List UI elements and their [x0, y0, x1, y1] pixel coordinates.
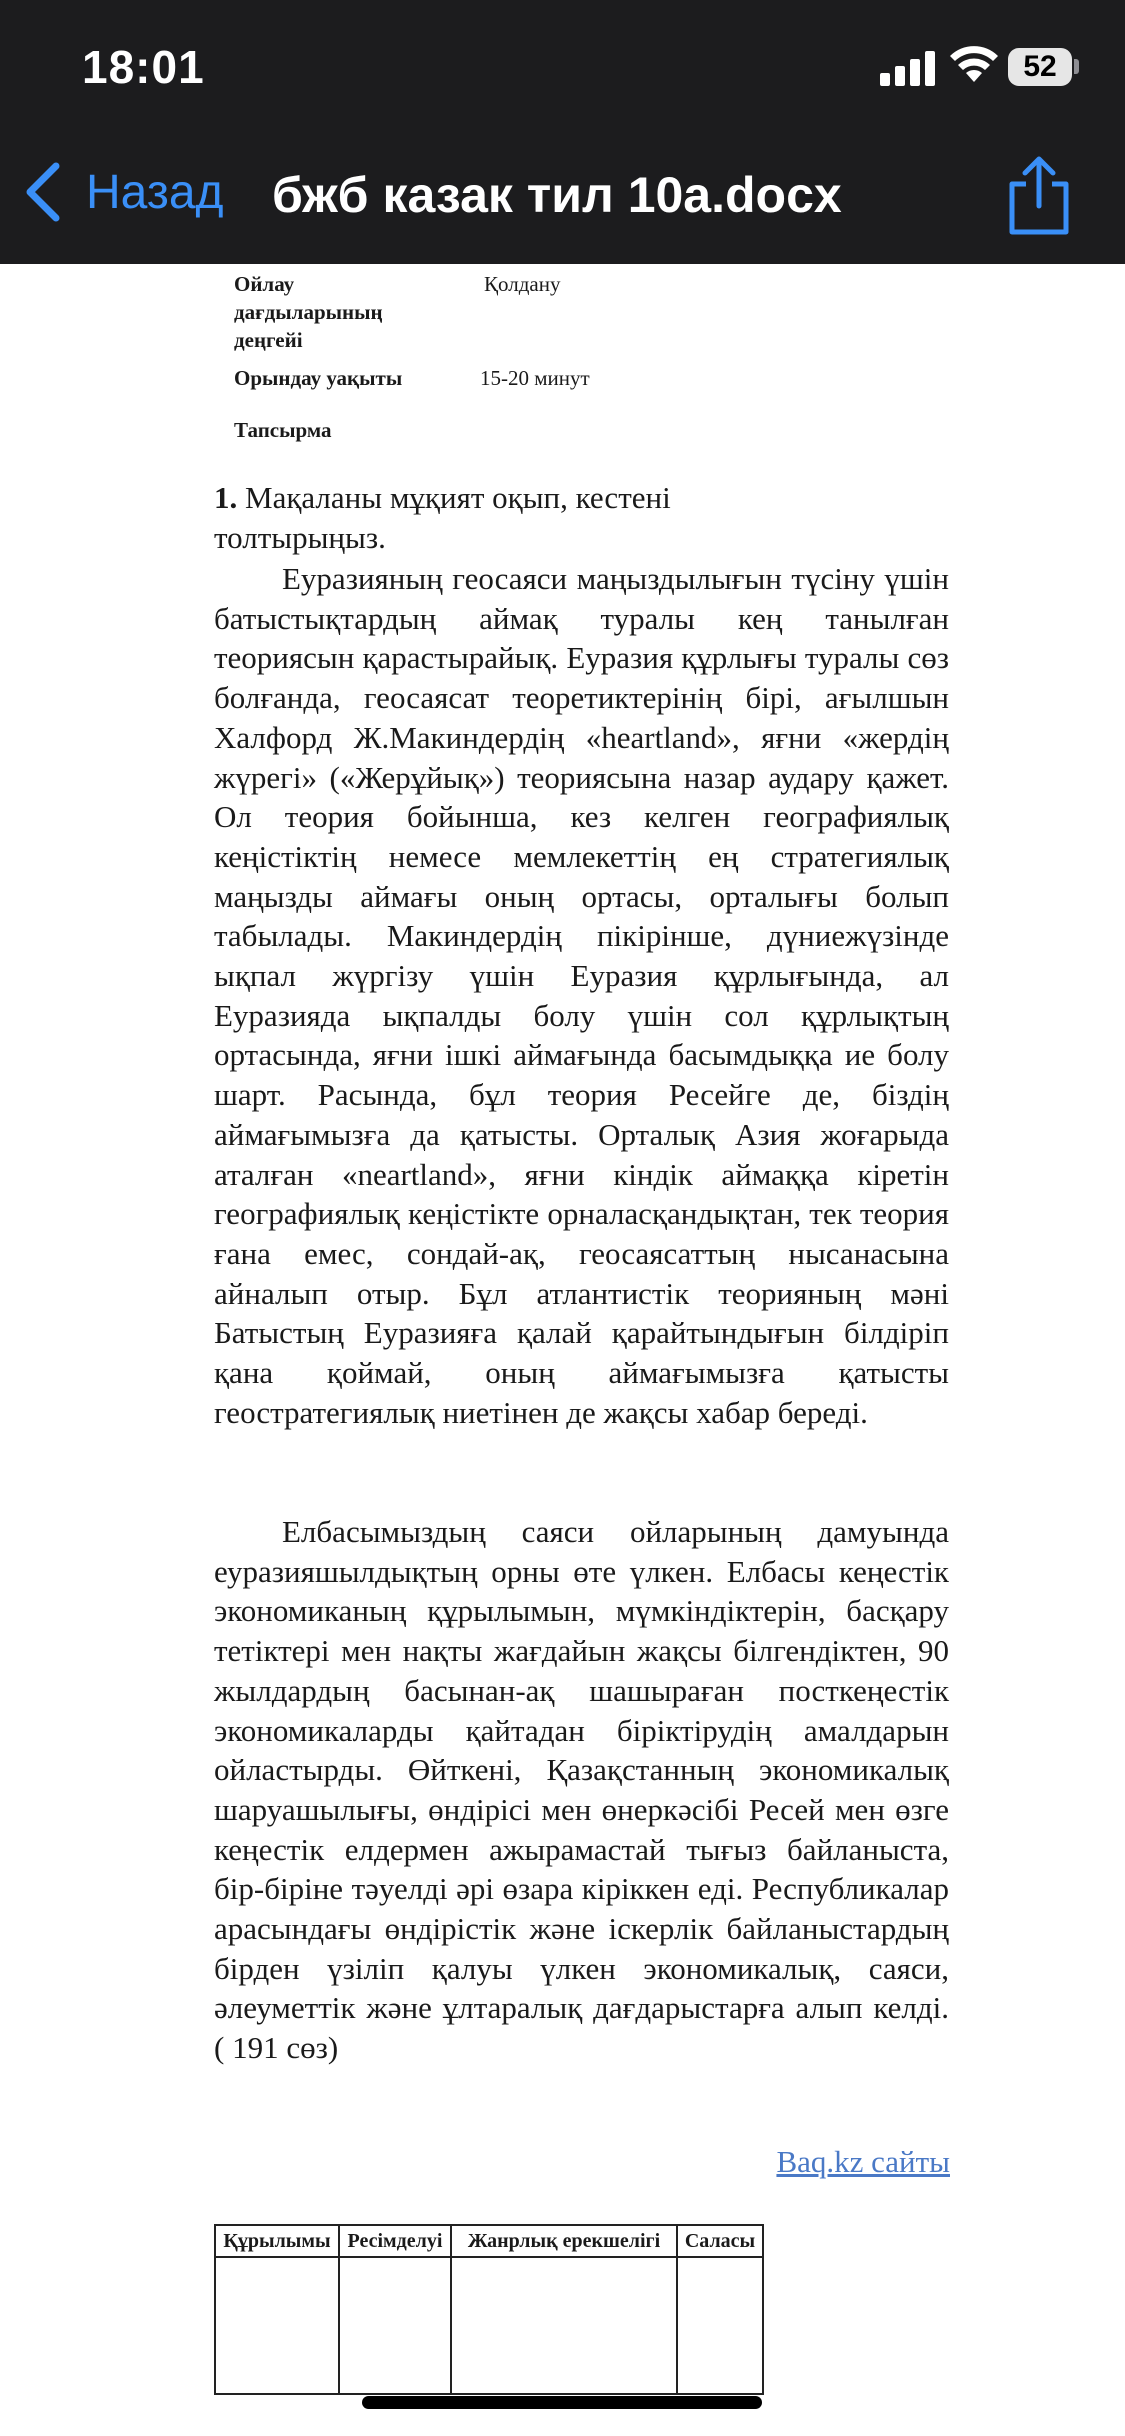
battery-icon — [1008, 48, 1072, 86]
battery-level: 52 — [1023, 50, 1057, 83]
table-header-row — [215, 2225, 763, 2257]
top-bar — [0, 0, 1125, 264]
cellular-signal-icon — [880, 50, 936, 86]
info-value: 15-20 минут — [480, 366, 590, 390]
info-label: Орындау уақыты — [234, 366, 403, 390]
task-text: Мақаланы мұқият оқып, кестені толтырыңыз. — [214, 480, 671, 555]
status-time: 18:01 — [82, 41, 205, 93]
answer-table — [214, 2224, 764, 2395]
table-cell — [215, 2257, 339, 2394]
back-label: Назад — [86, 165, 224, 219]
table-cell — [339, 2257, 451, 2394]
battery-tip — [1074, 59, 1079, 74]
document-title: бжб казак тил 10а.docx — [272, 167, 842, 223]
info-row-duration — [234, 364, 402, 392]
table-header-cell: Жанрлық ерекшелігі — [451, 2225, 677, 2257]
chevron-left-icon — [22, 160, 64, 224]
table-cell — [677, 2257, 763, 2394]
share-icon[interactable] — [1004, 154, 1074, 238]
table-cell — [451, 2257, 677, 2394]
info-row-thinking-level — [234, 270, 414, 354]
task-heading — [214, 478, 754, 558]
table-row — [215, 2257, 763, 2394]
source-link[interactable]: Baq.kz сайты — [776, 2144, 950, 2179]
info-label: Ойлау дағдыларының деңгейі — [234, 272, 383, 352]
document-viewer[interactable] — [0, 264, 1125, 2436]
table-header-cell: Саласы — [677, 2225, 763, 2257]
wifi-icon — [950, 44, 998, 84]
info-value: Қолдану — [484, 272, 561, 296]
info-row-task — [234, 416, 332, 444]
back-button[interactable] — [22, 160, 224, 224]
table-header-cell: Құрылымы — [215, 2225, 339, 2257]
table-header-cell: Ресімделуі — [339, 2225, 451, 2257]
article-paragraph-1: Еуразияның геосаяси маңыздылығын түсіну үшін батыстықтардың аймақ туралы кең танылған теориясын қарастырайық. Еуразия құрлығы туралы сөз болғанда, геосаясат теоретиктерінің бірі, ағылшын Халфорд Ж.Макиндердің «heartland», яғни «жердің жүрегі» («Жерұйық») теориясына назар аудару қажет. Ол теория бойынша, кез келген географиялық кеңістіктің немесе мемлекеттің ең стратегиялық маңызды аймағы оның ортасы, орталығы болып табылады. Макиндердің пікірінше, дүниежүзінде ықпал жүргізу үшін Еуразия құрлығында, ал Еуразияда ықпалды болу үшін сол құрлықтың ортасында, яғни ішкі аймағында басымдыққа ие болу шарт. Расында, бұл теория Ресейге де, біздің аймағымызға да қатысты. Орталық Азия жоғарыда аталған «neartland», яғни кіндік аймаққа кіретін географиялық кеңістікте орналасқандықтан, тек теория ғана емес, сондай-ақ, геосаясаттың нысанасына айналып отыр. Бұл атлантистік теорияның мәні Батыстың Еуразияға қалай қарайтындығын білдіріп қана қоймай, оның аймағымызға қатысты геостратегиялық ниетінен де жақсы хабар береді. — [214, 561, 949, 1430]
home-indicator[interactable] — [362, 2396, 762, 2409]
info-label: Тапсырма — [234, 418, 332, 442]
task-number: 1. — [214, 480, 238, 515]
article-paragraph-2: Елбасымыздың саяси ойларының дамуында еуразияшылдықтың орны өте үлкен. Елбасы кеңестік экономиканың құрылымын, мүмкіндіктерін, басқару тетіктері мен нақты жағдайын жақсы білгендіктен, 90 жылдардың басынан-ақ шашыраған посткеңестік экономикаларды қайтадан біріктірудің амалдарын ойластырды. Өйткені, Қазақстанның экономикалық шаруашылығы, өндірісі мен өнеркәсібі Ресей мен өзге кеңестік елдермен ажырамастай тығыз байланыста, бір-біріне тәуелді әрі өзара кіріккен еді. Республикалар арасындағы өндірістік және іскерлік байланыстардың бірден үзіліп қалуы үлкен экономикалық, саяси, әлеуметтік және ұлтаралық дағдарыстарға алып келді. ( 191 сөз) — [214, 1514, 949, 2066]
